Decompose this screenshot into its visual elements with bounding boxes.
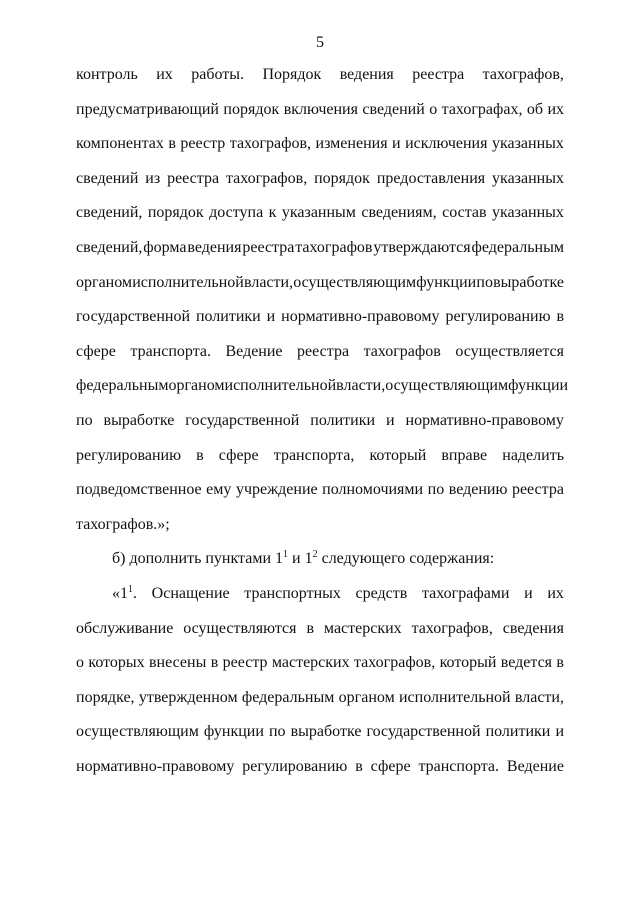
word: состав: [442, 204, 487, 222]
word: ведения: [187, 238, 242, 256]
word: мастерских: [323, 619, 402, 637]
word: ведения: [339, 66, 394, 83]
word: утверждаются: [373, 238, 471, 256]
word: контроль: [76, 66, 138, 83]
text-line: [76, 411, 564, 446]
word: органом: [168, 377, 225, 395]
document-body: [76, 65, 569, 791]
text-line: [76, 653, 564, 688]
word: тахографов: [295, 238, 373, 256]
word: порядке,: [76, 688, 135, 706]
word: доступа: [209, 204, 264, 222]
word: исключения: [405, 135, 488, 153]
word: власти,: [514, 688, 564, 706]
word: исполнительной: [224, 377, 337, 395]
word: сведений: [362, 100, 425, 118]
word: осуществляющим: [76, 723, 199, 741]
word: включения: [283, 100, 358, 118]
word: обслуживание: [76, 619, 174, 637]
text-line: [76, 65, 564, 100]
text-line: [76, 307, 564, 342]
text-line: [76, 273, 564, 308]
word: по: [427, 481, 445, 499]
word: вправе: [441, 446, 488, 464]
word: по: [76, 411, 93, 429]
word: внесены: [149, 654, 207, 672]
text-line: [76, 688, 564, 723]
word: учреждение: [235, 481, 318, 499]
word: полномочиями: [322, 481, 424, 499]
word: власти,: [336, 377, 386, 395]
word: сфере: [218, 446, 259, 464]
text-line: [76, 757, 564, 792]
word: мастерских: [271, 654, 350, 672]
word: тахографов,: [353, 654, 436, 672]
word: указанным: [281, 204, 356, 222]
word: регулированию: [445, 308, 551, 326]
word: власти,: [243, 273, 294, 291]
word: в: [210, 654, 219, 672]
word: форма: [143, 238, 187, 256]
word: и: [386, 411, 395, 429]
text-line: [76, 169, 564, 204]
word: «$1^1$.: [112, 583, 137, 602]
word: в: [306, 619, 314, 637]
word: реестра: [242, 238, 295, 256]
word: функции: [416, 273, 477, 291]
word: регулированию: [76, 446, 182, 464]
text-line: [76, 584, 564, 619]
text-line: [76, 238, 564, 273]
word: тахографов,: [229, 135, 312, 153]
word: их: [547, 584, 564, 602]
word: осуществляется: [455, 342, 564, 360]
word: транспорта.: [418, 757, 500, 775]
word: нормативно-правовому: [281, 308, 440, 326]
word: реестра: [297, 342, 350, 360]
word: которых: [88, 654, 145, 672]
word: в: [355, 757, 363, 775]
word: тахографов,: [411, 619, 493, 637]
word: компонентах: [76, 135, 164, 153]
word: реестра: [511, 481, 564, 499]
word: нормативно-правовому: [76, 757, 235, 775]
word: предоставления: [376, 169, 486, 187]
word: тахографов,: [225, 169, 308, 187]
word: в: [556, 308, 564, 326]
word: подведомственное: [76, 481, 202, 499]
word: о: [429, 100, 438, 118]
text-line: [76, 342, 564, 377]
word: реестр: [222, 654, 268, 672]
word: сведения: [502, 619, 564, 637]
word: органом: [338, 688, 395, 706]
word: порядок: [314, 169, 370, 187]
word: их: [156, 66, 173, 83]
word: государственной: [76, 308, 191, 326]
word: осуществляются: [183, 619, 297, 637]
word: об: [526, 100, 544, 118]
word: сведений,: [76, 204, 143, 222]
word: их: [547, 100, 564, 118]
word: сведений,: [76, 238, 143, 256]
word: политики: [195, 308, 261, 326]
word: исполнительной: [398, 688, 511, 706]
line-text: тахографов.»;: [76, 515, 170, 533]
word: указанных: [492, 204, 564, 222]
word: сведений: [76, 169, 139, 187]
word: реестра: [412, 66, 465, 83]
word: федеральным: [241, 688, 335, 706]
word: из: [145, 169, 161, 187]
word: ведению: [448, 481, 508, 499]
word: средств: [355, 584, 408, 602]
word: федеральным: [471, 238, 564, 256]
word: тахографов: [363, 342, 441, 360]
word: работы.: [191, 66, 244, 83]
word: о: [76, 654, 84, 672]
word: политики: [485, 723, 551, 741]
word: порядок: [223, 100, 280, 118]
word: выработке: [493, 273, 564, 291]
page-number: 5: [316, 34, 324, 51]
word: изменения: [315, 135, 388, 153]
line-text: б) дополнить пунктами $1^1$ и $1^2$ следующего содержания:: [112, 549, 495, 568]
word: органом: [76, 273, 133, 291]
word: который: [439, 654, 497, 672]
word: выработке: [290, 723, 362, 741]
word: и: [392, 135, 401, 153]
word: в: [168, 135, 176, 153]
word: и: [524, 584, 533, 602]
text-line: [76, 480, 564, 515]
word: сфере: [76, 342, 116, 360]
word: реестра: [167, 169, 220, 187]
word: Порядок: [262, 66, 322, 83]
word: государственной: [185, 411, 300, 429]
word: Оснащение: [151, 584, 230, 602]
text-line: [76, 134, 564, 169]
word: политики: [310, 411, 376, 429]
word: предусматривающий: [76, 100, 219, 118]
word: Ведение: [225, 342, 283, 360]
text-line: [76, 446, 564, 481]
text-line: [76, 619, 564, 654]
word: федеральным: [76, 377, 169, 395]
word: осуществляющим: [385, 377, 509, 395]
word: исполнительной: [132, 273, 244, 291]
word: ему: [206, 481, 232, 499]
word: в: [196, 446, 204, 464]
word: тахографов,: [482, 66, 564, 83]
word: Ведение: [506, 757, 564, 775]
word: к: [268, 204, 277, 222]
word: и: [555, 723, 564, 741]
word: который: [369, 446, 427, 464]
word: и: [266, 308, 276, 326]
text-line: [76, 549, 564, 584]
word: государственной: [366, 723, 481, 741]
word: в: [556, 654, 564, 672]
word: тахографах,: [441, 100, 523, 118]
word: выработке: [103, 411, 175, 429]
word: регулированию: [242, 757, 348, 775]
word: осуществляющим: [293, 273, 417, 291]
text-line: [76, 515, 564, 550]
word: нормативно-правовому: [405, 411, 564, 429]
word: функции: [203, 723, 264, 741]
word: указанных: [492, 169, 564, 187]
word: указанных: [491, 135, 564, 153]
word: сфере: [370, 757, 411, 775]
word: транспорта.: [130, 342, 211, 360]
text-line: [76, 203, 564, 238]
word: порядок: [147, 204, 204, 222]
word: по: [476, 273, 493, 291]
word: функции: [508, 377, 569, 395]
word: ведется: [500, 654, 553, 672]
word: по: [268, 723, 286, 741]
word: тахографами: [421, 584, 510, 602]
word: утвержденном: [138, 688, 238, 706]
text-line: [76, 376, 569, 411]
text-line: [76, 722, 564, 757]
text-line: [76, 100, 564, 135]
word: сведениям,: [361, 204, 437, 222]
word: реестр: [180, 135, 226, 153]
word: транспорта,: [273, 446, 355, 464]
word: транспортных: [244, 584, 341, 602]
word: наделить: [502, 446, 564, 464]
